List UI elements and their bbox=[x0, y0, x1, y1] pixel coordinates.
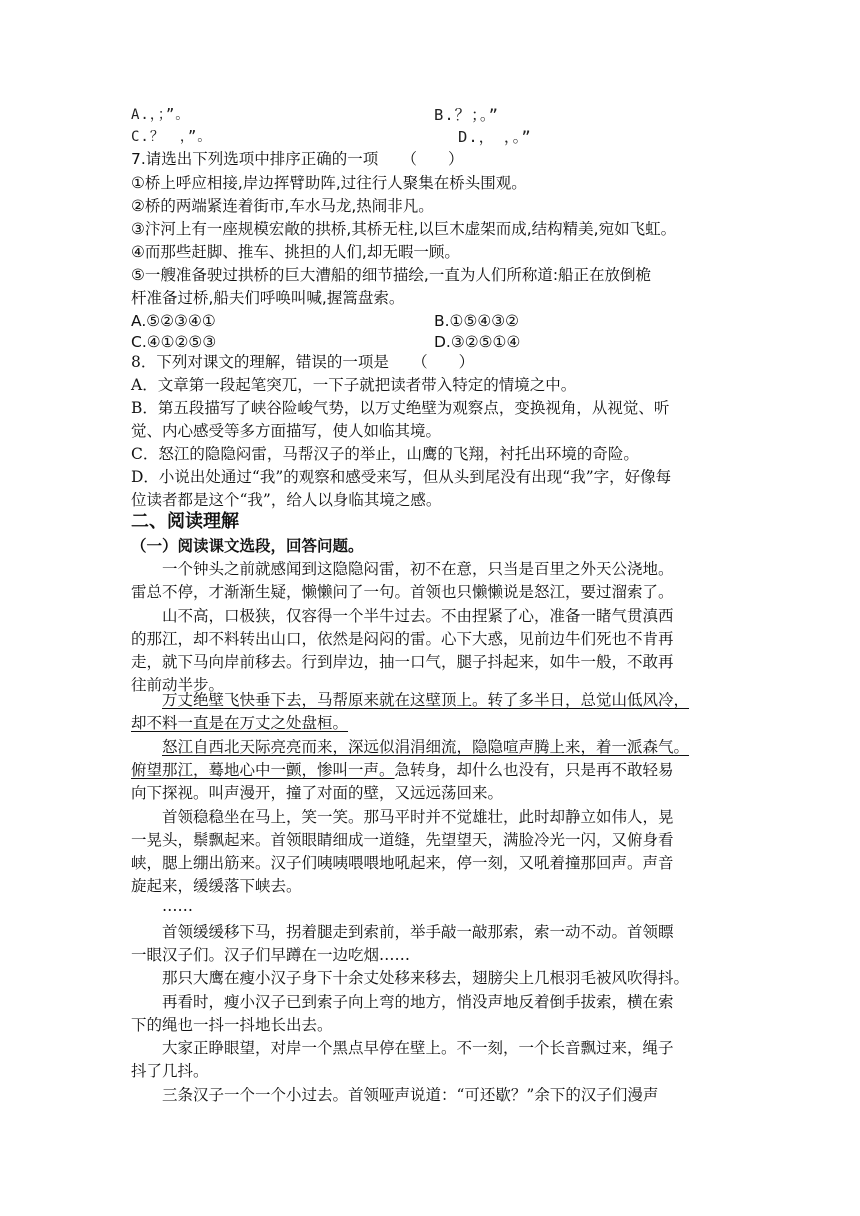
passage-line: 往前动半步。 bbox=[131, 676, 225, 694]
question-8-title: 8．下列对课文的理解，错误的一项是 （ ） bbox=[131, 353, 475, 371]
question-7-option-c: C.④①②⑤③ bbox=[131, 333, 217, 351]
question-7-item: ①桥上呼应相接,岸边挥臂助阵,过往行人聚集在桥头围观。 bbox=[131, 174, 527, 192]
option-b: B.？；。” bbox=[434, 106, 499, 124]
passage-line: 抖了几抖。 bbox=[131, 1062, 209, 1080]
underlined-passage-line: 却不料一直是在万丈之处盘桓。 bbox=[131, 714, 349, 732]
underlined-passage-line: 怒江自西北天际亮亮而来，深远似涓涓细流，隐隐喧声腾上来，着一派森气。 bbox=[162, 738, 690, 756]
question-8-line: D．小说出处通过“我”的观察和感受来写，但从头到尾没有出现“我”字，好像每 bbox=[131, 468, 672, 486]
question-7-item: 杆准备过桥,船夫们呼唤叫喊,握篙盘索。 bbox=[131, 289, 405, 307]
passage-line: 一眼汉子们。汉子们早蹲在一边吃烟…… bbox=[131, 946, 411, 964]
option-c: C.？ ，”。 bbox=[131, 129, 213, 145]
passage-ellipsis: …… bbox=[162, 897, 193, 915]
passage-line: 峡，腮上绷出筋来。汉子们咦咦喂喂地吼起来，停一刻，又吼着撞那回声。声音 bbox=[131, 854, 674, 872]
passage-line: 首领稳稳坐在马上，笑一笑。那马平时并不觉雄壮，此时却静立如伟人，晃 bbox=[162, 808, 674, 826]
passage-line: 向下探视。叫声漫开，撞了对面的壁，又远远荡回来。 bbox=[131, 784, 504, 802]
option-d: D.， ，。” bbox=[458, 128, 532, 146]
subsection-heading: （一）阅读课文选段，回答问题。 bbox=[131, 537, 364, 555]
passage-line: 一个钟头之前就感闻到这隐隐闷雷，初不在意，只当是百里之外天公浇地。 bbox=[162, 560, 674, 578]
passage-line: 山不高，口极狭，仅容得一个半牛过去。不由捏紧了心，准备一睹气贯滇西 bbox=[162, 607, 674, 625]
underlined-sentence: 俯望那江，蓦地心中一颤，惨叫一声。 bbox=[131, 761, 395, 779]
question-7-item: ⑤一艘准备驶过拱桥的巨大漕船的细节描绘,一直为人们所称道:船正在放倒桅 bbox=[131, 266, 652, 284]
section-heading: 二、阅读理解 bbox=[131, 511, 239, 532]
question-8-line: B．第五段描写了峡谷险峻气势，以万丈绝壁为观察点，变换视角，从视觉、听 bbox=[131, 399, 670, 417]
question-7-option-b: B.①⑤④③② bbox=[434, 312, 520, 330]
question-7-item: ④而那些赶脚、推车、挑担的人们,却无暇一顾。 bbox=[131, 243, 460, 261]
question-7-title: 7.请选出下列选项中排序正确的一项 （ ） bbox=[131, 150, 464, 168]
question-8-line: 位读者都是这个“我”，给人以身临其境之感。 bbox=[131, 491, 442, 509]
underlined-passage-line: 万丈绝壁飞快垂下去，马帮原来就在这壁顶上。转了多半日，总觉山低风冷， bbox=[162, 691, 690, 709]
passage-line: 再看时，瘦小汉子已到索子向上弯的地方，悄没声地反着倒手拔索，横在索 bbox=[162, 993, 674, 1011]
question-7-item: ②桥的两端紧连着街市,车水马龙,热闹非凡。 bbox=[131, 197, 434, 215]
question-8-line: C．怒江的隐隐闷雷，马帮汉子的举止，山鹰的飞翔，衬托出环境的奇险。 bbox=[131, 445, 639, 463]
question-7-option-a: A.⑤②③④① bbox=[131, 312, 216, 330]
passage-line: 旋起来，缓缓落下峡去。 bbox=[131, 877, 302, 895]
question-8-line: 觉、内心感受等多方面描写，使人如临其境。 bbox=[131, 422, 442, 440]
question-8-line: A．文章第一段起笔突兀，一下子就把读者带入特定的情境之中。 bbox=[131, 376, 577, 394]
passage-line: 三条汉子一个一个小过去。首领哑声说道：“可还歇？”余下的汉子们漫声 bbox=[162, 1086, 659, 1104]
passage-text: 急转身，却什么也没有，只是再不敢轻易 bbox=[394, 761, 674, 779]
passage-line: 的那江，却不料转出山口，依然是闷闷的雷。心下大惑，见前边牛们死也不肯再 bbox=[131, 630, 674, 648]
passage-line: 一晃头，鬃飘起来。首领眼睛细成一道缝，先望望天，满脸冷光一闪，又俯身看 bbox=[131, 831, 674, 849]
passage-line: 那只大鹰在瘦小汉子身下十余丈处移来移去，翅膀尖上几根羽毛被风吹得抖。 bbox=[162, 969, 690, 987]
passage-line: 走，就下马向岸前移去。行到岸边，抽一口气，腿子抖起来，如牛一般，不敢再 bbox=[131, 653, 674, 671]
passage-line: 雷总不停，才渐渐生疑，懒懒问了一句。首领也只懒懒说是怒江，要过溜索了。 bbox=[131, 583, 674, 601]
question-7-option-d: D.③②⑤①④ bbox=[434, 333, 521, 351]
passage-line: 下的绳也一抖一抖地长出去。 bbox=[131, 1016, 333, 1034]
passage-line: 首领缓缓移下马，拐着腿走到索前，举手敲一敲那索，索一动不动。首领瞟 bbox=[162, 923, 674, 941]
option-a: A.，；”。 bbox=[131, 107, 191, 123]
passage-line: 大家正睁眼望，对岸一个黑点早停在壁上。不一刻，一个长音飘过来，绳子 bbox=[162, 1039, 674, 1057]
passage-line bbox=[131, 759, 674, 781]
question-7-item: ③汴河上有一座规模宏敞的拱桥,其桥无柱,以巨木虚架而成,结构精美,宛如飞虹。 bbox=[131, 220, 677, 238]
